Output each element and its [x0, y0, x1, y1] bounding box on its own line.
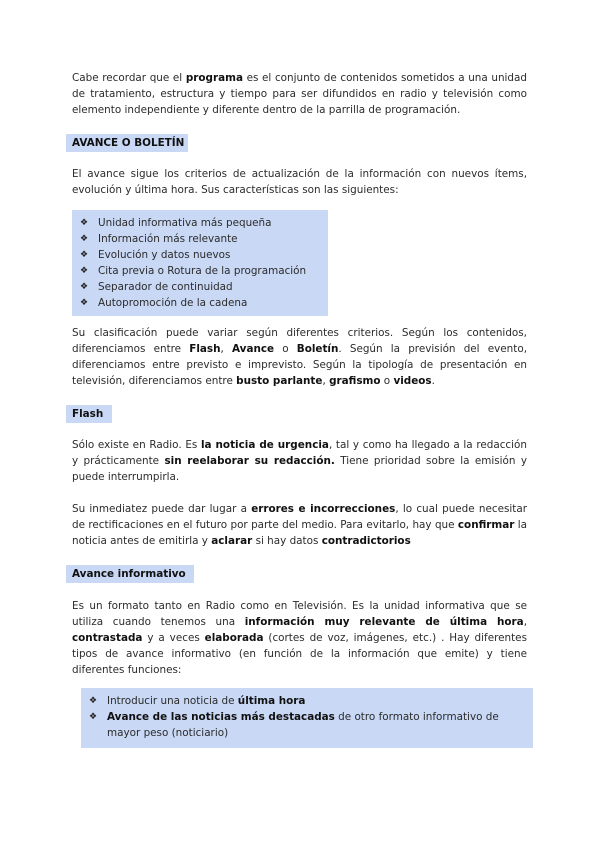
diamond-bullet-icon: ❖ [80, 266, 89, 276]
diamond-bullet-icon: ❖ [80, 234, 89, 244]
flash-paragraph-1: Sólo existe en Radio. Es la noticia de urgencia, tal y como ha llegado a la redacción y prácticamente sin reelaborar su redacción. Tiene prioridad sobre la emisión y puede interrumpirla. [72, 439, 528, 483]
list-item: ❖ Separador de continuidad [80, 281, 233, 293]
list-item: ❖ Evolución y datos nuevos [80, 249, 231, 261]
list-item: ❖ Autopromoción de la cadena [80, 297, 248, 309]
diamond-bullet-icon: ❖ [89, 712, 98, 722]
intro-paragraph: Cabe recordar que el programa es el conjunto de contenidos sometidos a una unidad de tratamiento, estructura y tiempo para ser difundidos en radio y televisión como elemento independiente y diferente dentro de la parrilla de programación. [72, 72, 527, 116]
characteristics-list-box [72, 210, 328, 316]
section-heading-avance-boletin: AVANCE O BOLETÍN [66, 134, 188, 152]
flash-paragraph-2: Su inmediatez puede dar lugar a errores e incorrecciones, lo cual puede necesitar de rectificaciones en el futuro por parte del medio. Para evitarlo, hay que confirmar la noticia antes de emitirla y aclarar si hay datos contradictorios [72, 503, 527, 547]
list-item: ❖ Avance de las noticias más destacadas de otro formato informativo de mayor peso (noticiario) [89, 711, 499, 739]
classification-paragraph: Su clasificación puede variar según diferentes criterios. Según los contenidos, diferenciamos entre Flash, Avance o Boletín. Según la previsión del evento, diferenciamos entre previsto e imprevisto. Según la tipología de presentación en televisión, diferenciamos entre busto parlante, grafismo o videos. [72, 327, 527, 387]
functions-list [81, 693, 533, 741]
functions-list-box [81, 688, 533, 748]
avance-informativo-paragraph: Es un formato tanto en Radio como en Televisión. Es la unidad informativa que se utiliza cuando tenemos una información muy relevante de última hora, contrastada y a veces elaborada (cortes de voz, imágenes, etc.) . Hay diferentes tipos de avance informativo (en función de la información que emite) y tiene diferentes funciones: [72, 600, 528, 676]
diamond-bullet-icon: ❖ [80, 218, 89, 228]
avance-intro-paragraph: El avance sigue los criterios de actualización de la información con nuevos ítems, evolución y última hora. Sus características son las siguientes: [72, 168, 527, 196]
diamond-bullet-icon: ❖ [80, 282, 89, 292]
list-item: ❖ Unidad informativa más pequeña [80, 217, 272, 229]
section-heading-avance-informativo: Avance informativo [66, 565, 194, 583]
diamond-bullet-icon: ❖ [80, 250, 89, 260]
list-item: ❖ Introducir una noticia de última hora [89, 695, 306, 707]
diamond-bullet-icon: ❖ [89, 696, 98, 706]
characteristics-list [72, 215, 328, 311]
section-heading-flash: Flash [66, 405, 112, 423]
list-item: ❖ Información más relevante [80, 233, 238, 245]
diamond-bullet-icon: ❖ [80, 298, 89, 308]
list-item: ❖ Cita previa o Rotura de la programación [80, 265, 307, 277]
